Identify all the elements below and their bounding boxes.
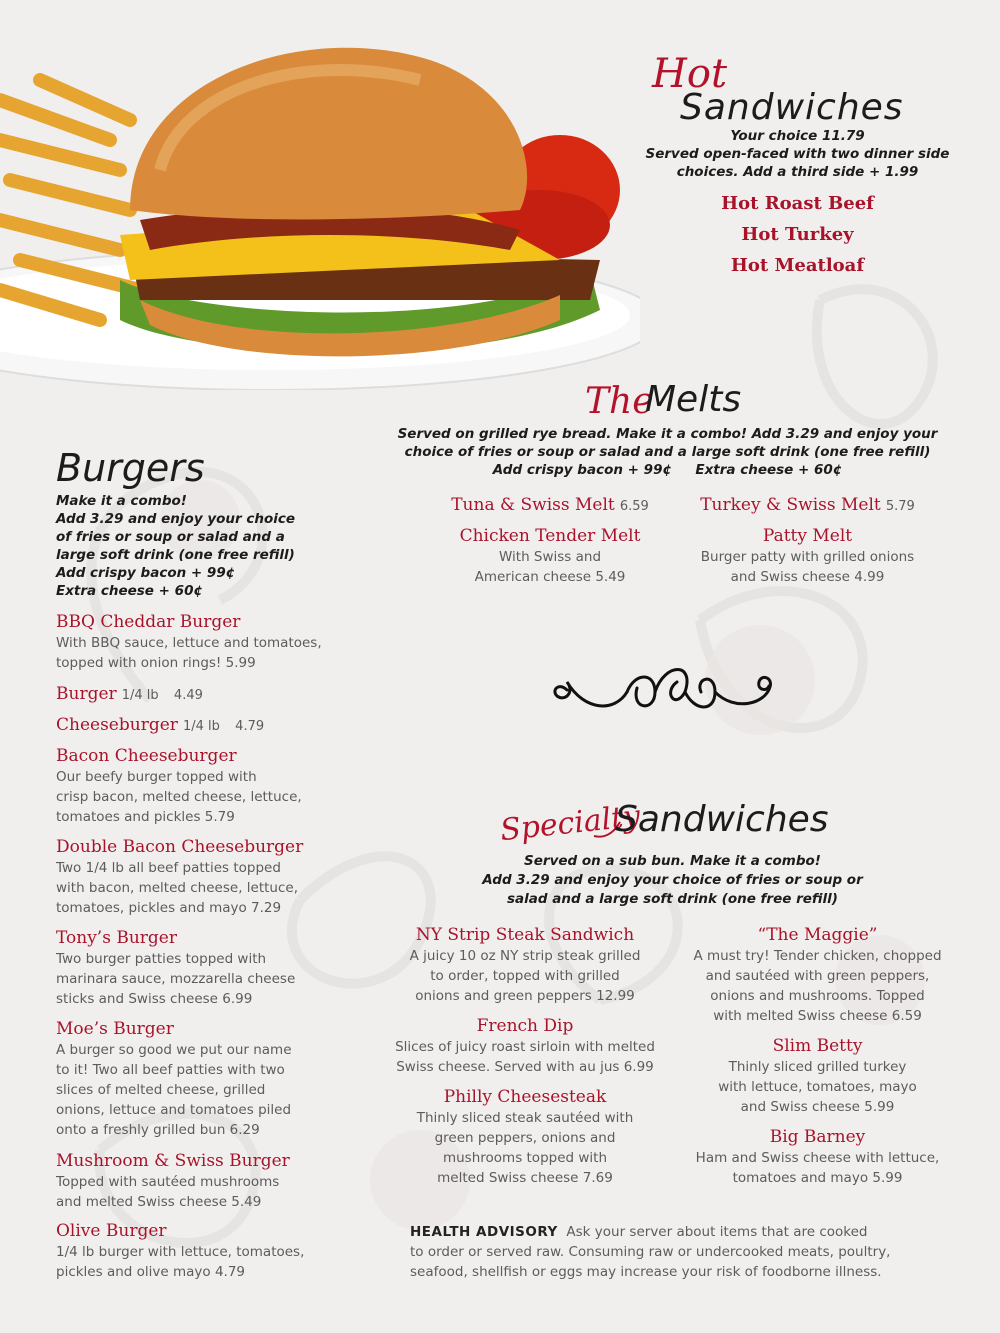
- burger-item-name: Mushroom & Swiss Burger: [56, 1151, 290, 1171]
- specialty-item-desc: onions and green peppers 12.99: [415, 988, 635, 1004]
- burgers-combo-notes: [56, 492, 376, 600]
- specialty-item-desc: onions and mushrooms. Topped: [710, 988, 925, 1004]
- melts-title: Melts: [645, 379, 742, 420]
- melt-item-price: 5.79: [885, 499, 915, 514]
- specialty-desc-line-2: Add 3.29 and enjoy your choice of fries or soup or: [482, 872, 863, 888]
- burger-item-price: 4.49: [173, 688, 203, 703]
- specialty-item-name: Big Barney: [769, 1127, 866, 1147]
- burger-item-desc: to it! Two all beef patties with two: [56, 1062, 285, 1078]
- burger-item-name: Tony’s Burger: [56, 928, 177, 948]
- specialty-item-desc: with melted Swiss cheese 6.59: [713, 1008, 922, 1024]
- burger-item-desc: tomatoes and pickles 5.79: [56, 809, 235, 825]
- melts-desc-line-2: choice of fries or soup or salad and a large soft drink (one free refill): [404, 444, 931, 460]
- burger-item: [56, 1150, 376, 1212]
- specialty-item-desc: Thinly sliced steak sautéed with: [416, 1110, 634, 1126]
- burger-item-size: 1/4 lb: [121, 688, 159, 703]
- hot-script-heading: Hot: [652, 51, 728, 97]
- burger-item: [56, 927, 376, 1009]
- specialty-item-desc: with lettuce, tomatoes, mayo: [718, 1079, 917, 1095]
- burger-item: [56, 745, 376, 827]
- burgers-note-line: Make it a combo!: [56, 493, 187, 509]
- burger-item-desc: crisp bacon, melted cheese, lettuce,: [56, 789, 302, 805]
- burger-item-desc: A burger so good we put our name: [56, 1042, 292, 1058]
- burger-item-desc: Our beefy burger topped with: [56, 769, 257, 785]
- burger-item: [56, 836, 376, 918]
- hot-choice-price: Your choice 11.79: [730, 128, 865, 144]
- burger-item-desc: and melted Swiss cheese 5.49: [56, 1194, 262, 1210]
- melt-item-desc: American cheese 5.49: [474, 569, 626, 585]
- specialty-item-desc: Swiss cheese. Served with au jus 6.99: [396, 1059, 654, 1075]
- melt-item-desc: Burger patty with grilled onions: [700, 549, 915, 565]
- burger-item-desc: tomatoes, pickles and mayo 7.29: [56, 900, 282, 916]
- burger-item-desc: topped with onion rings! 5.99: [56, 655, 256, 671]
- burger-item-desc: onions, lettuce and tomatoes piled: [56, 1102, 292, 1118]
- burger-item-desc: Two 1/4 lb all beef patties topped: [56, 860, 281, 876]
- specialty-item-desc: to order, topped with grilled: [430, 968, 620, 984]
- burger-item: [56, 714, 376, 736]
- specialty-item-name: Philly Cheesesteak: [443, 1087, 607, 1107]
- specialty-item-desc: melted Swiss cheese 7.69: [437, 1170, 613, 1186]
- melts-desc-line-3: Add crispy bacon + 99¢ Extra cheese + 60¢: [492, 462, 843, 478]
- burgers-note-line: of fries or soup or salad and a: [56, 529, 285, 545]
- specialty-item: [380, 924, 670, 1006]
- specialty-item-name: Slim Betty: [772, 1036, 863, 1056]
- melt-item-desc: With Swiss and: [498, 549, 602, 565]
- specialty-script-heading: Specialty: [498, 798, 642, 849]
- specialty-item-name: “The Maggie”: [757, 925, 878, 945]
- melt-item: [430, 525, 670, 587]
- burger-item-desc: onto a freshly grilled bun 6.29: [56, 1122, 260, 1138]
- hot-items-list: [620, 188, 975, 281]
- burger-plate-photo: [0, 20, 640, 390]
- health-advisory: [410, 1222, 970, 1282]
- burger-item-name: Cheeseburger: [56, 715, 178, 735]
- burger-item-size: 1/4 lb: [182, 719, 220, 734]
- advisory-label: HEALTH ADVISORY: [410, 1224, 558, 1240]
- hot-desc-line-2: choices. Add a third side + 1.99: [676, 164, 919, 180]
- melt-item-name: Chicken Tender Melt: [459, 526, 641, 546]
- specialty-item-desc: Thinly sliced grilled turkey: [728, 1059, 907, 1075]
- specialty-item-desc: green peppers, onions and: [434, 1130, 616, 1146]
- hot-item: Hot Roast Beef: [721, 193, 874, 214]
- burger-item-desc: Topped with sautéed mushrooms: [56, 1174, 280, 1190]
- melt-item: [680, 494, 935, 516]
- burger-item-desc: pickles and olive mayo 4.79: [56, 1264, 245, 1280]
- melts-desc-line-1: Served on grilled rye bread. Make it a combo! Add 3.29 and enjoy your: [397, 426, 938, 442]
- burgers-note-line: large soft drink (one free refill): [56, 547, 295, 563]
- burger-item-name: Olive Burger: [56, 1221, 167, 1241]
- specialty-item: [380, 1015, 670, 1077]
- melt-item: [680, 525, 935, 587]
- burger-item-desc: sticks and Swiss cheese 6.99: [56, 991, 253, 1007]
- burger-item: [56, 1220, 376, 1282]
- hot-item: Hot Turkey: [741, 224, 854, 245]
- advisory-text: Ask your server about items that are cooked: [566, 1224, 868, 1240]
- specialty-item-desc: and Swiss cheese 5.99: [740, 1099, 895, 1115]
- specialty-item: [680, 1035, 955, 1117]
- advisory-text: seafood, shellfish or eggs may increase your risk of foodborne illness.: [410, 1264, 882, 1280]
- specialty-desc-line-1: Served on a sub bun. Make it a combo!: [524, 853, 821, 869]
- specialty-item-desc: A must try! Tender chicken, chopped: [693, 948, 942, 964]
- melt-item-desc: and Swiss cheese 4.99: [730, 569, 885, 585]
- burger-item-name: Burger: [56, 684, 117, 704]
- burger-item-desc: With BBQ sauce, lettuce and tomatoes,: [56, 635, 322, 651]
- specialty-item-desc: Ham and Swiss cheese with lettuce,: [695, 1150, 940, 1166]
- burgers-title: Burgers: [56, 446, 205, 490]
- advisory-text: to order or served raw. Consuming raw or undercooked meats, poultry,: [410, 1244, 891, 1260]
- specialty-item-desc: tomatoes and mayo 5.99: [732, 1170, 903, 1186]
- specialty-item-desc: Slices of juicy roast sirloin with melted: [395, 1039, 655, 1055]
- melt-item-name: Patty Melt: [762, 526, 853, 546]
- specialty-title: Sandwiches: [615, 799, 829, 840]
- hot-item: Hot Meatloaf: [730, 255, 865, 276]
- ornament-divider: [545, 652, 790, 722]
- melt-item: [430, 494, 670, 516]
- burgers-note-line: Add 3.29 and enjoy your choice: [56, 511, 296, 527]
- melts-script-heading: The: [585, 381, 654, 422]
- burger-item: [56, 1018, 376, 1140]
- specialty-item-desc: and sautéed with green peppers,: [705, 968, 930, 984]
- specialty-item-desc: A juicy 10 oz NY strip steak grilled: [409, 948, 641, 964]
- burger-item-desc: marinara sauce, mozzarella cheese: [56, 971, 296, 987]
- burger-item: [56, 683, 376, 705]
- hot-desc-line-1: Served open-faced with two dinner side: [645, 146, 950, 162]
- specialty-item-desc: mushrooms topped with: [442, 1150, 608, 1166]
- burger-item-desc: slices of melted cheese, grilled: [56, 1082, 266, 1098]
- specialty-item: [680, 1126, 955, 1188]
- burger-item-name: Moe’s Burger: [56, 1019, 174, 1039]
- specialty-desc-line-3: salad and a large soft drink (one free refill): [507, 891, 838, 907]
- burgers-note-line: Extra cheese + 60¢: [56, 583, 203, 599]
- burger-item-name: Bacon Cheeseburger: [56, 746, 237, 766]
- burger-item-price: 4.79: [235, 719, 265, 734]
- burger-item: [56, 611, 376, 673]
- advisory-line: [410, 1222, 970, 1242]
- melt-item-price: 6.59: [619, 499, 649, 514]
- specialty-item-name: French Dip: [476, 1016, 574, 1036]
- burger-item-name: Double Bacon Cheeseburger: [56, 837, 304, 857]
- burger-item-desc: with bacon, melted cheese, lettuce,: [56, 880, 298, 896]
- burger-item-desc: 1/4 lb burger with lettuce, tomatoes,: [56, 1244, 305, 1260]
- melt-item-name: Turkey & Swiss Melt: [700, 495, 881, 515]
- specialty-item: [680, 924, 955, 1026]
- specialty-item: [380, 1086, 670, 1188]
- burger-item-name: BBQ Cheddar Burger: [56, 612, 241, 632]
- hot-sandwiches-title: Sandwiches: [680, 87, 904, 128]
- burgers-note-line: Add crispy bacon + 99¢: [56, 565, 236, 581]
- burger-item-desc: Two burger patties topped with: [56, 951, 267, 967]
- specialty-item-name: NY Strip Steak Sandwich: [415, 925, 635, 945]
- melt-item-name: Tuna & Swiss Melt: [451, 495, 615, 515]
